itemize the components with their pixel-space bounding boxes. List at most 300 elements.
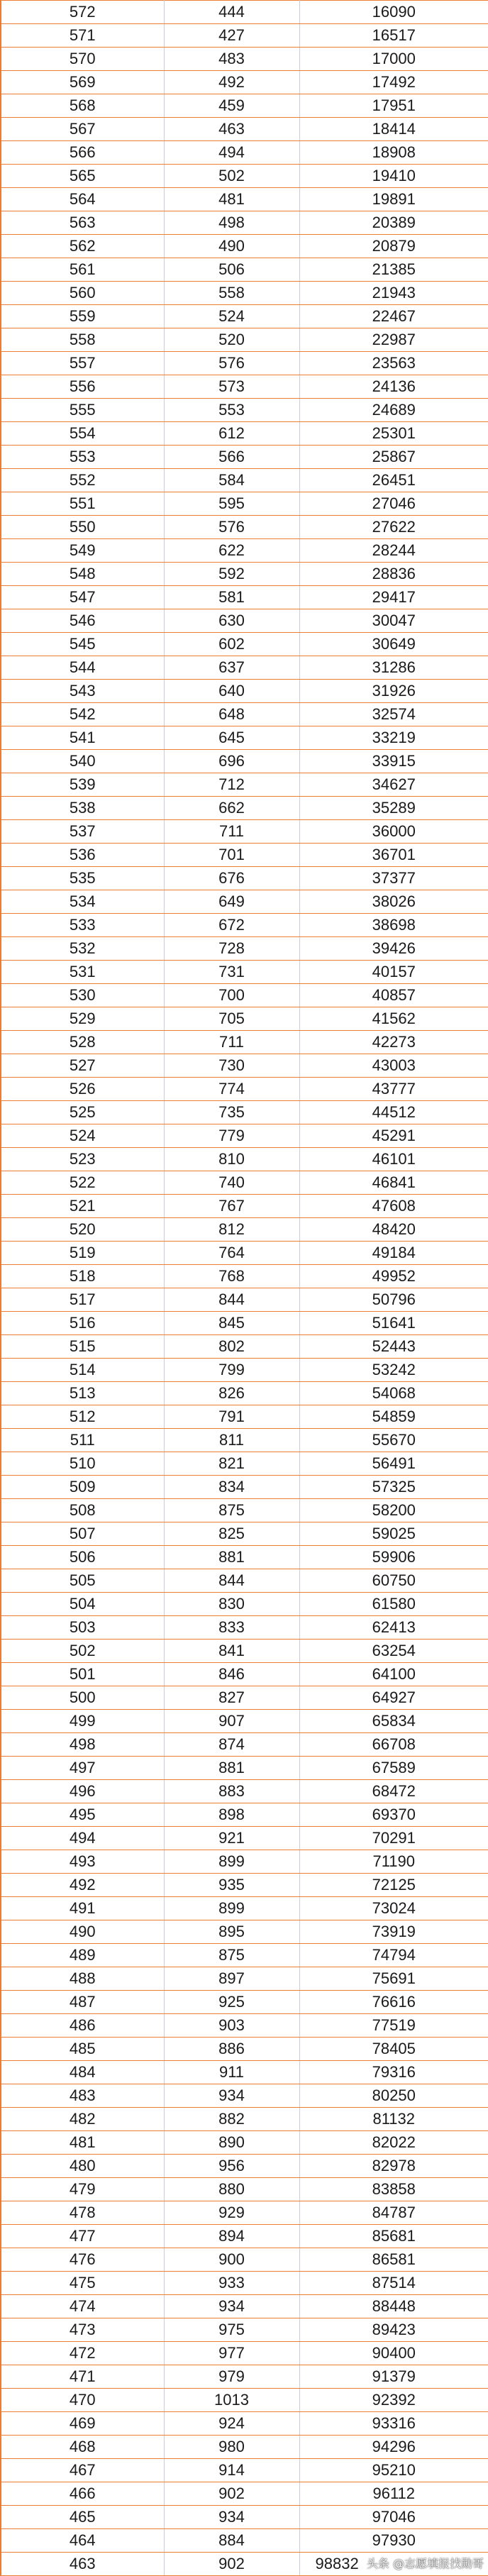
count-cell: 506 bbox=[164, 258, 299, 282]
table-row bbox=[1, 1288, 488, 1312]
count-cell: 711 bbox=[164, 820, 299, 844]
cumulative-cell: 82022 bbox=[299, 2131, 488, 2155]
table-row bbox=[1, 703, 488, 726]
cumulative-cell: 89423 bbox=[299, 2318, 488, 2342]
count-cell: 907 bbox=[164, 1710, 299, 1733]
table-row bbox=[1, 94, 488, 118]
table-row bbox=[1, 1078, 488, 1101]
table-row bbox=[1, 1967, 488, 1991]
cumulative-cell: 46101 bbox=[299, 1148, 488, 1171]
table-row bbox=[1, 1405, 488, 1429]
score-cell: 519 bbox=[1, 1242, 164, 1265]
count-cell: 924 bbox=[164, 2412, 299, 2436]
score-cell: 465 bbox=[1, 2506, 164, 2529]
score-cell: 498 bbox=[1, 1733, 164, 1757]
count-cell: 980 bbox=[164, 2436, 299, 2459]
count-cell: 827 bbox=[164, 1686, 299, 1710]
table-row bbox=[1, 1920, 488, 1944]
count-cell: 897 bbox=[164, 1967, 299, 1991]
count-cell: 834 bbox=[164, 1476, 299, 1499]
count-cell: 825 bbox=[164, 1522, 299, 1546]
count-cell: 701 bbox=[164, 844, 299, 867]
table-row bbox=[1, 2389, 488, 2412]
score-cell: 520 bbox=[1, 1218, 164, 1242]
cumulative-cell: 73919 bbox=[299, 1920, 488, 1944]
table-row bbox=[1, 492, 488, 516]
table-row bbox=[1, 1874, 488, 1897]
cumulative-cell: 50796 bbox=[299, 1288, 488, 1312]
cumulative-cell: 21385 bbox=[299, 258, 488, 282]
table-row bbox=[1, 1429, 488, 1452]
count-cell: 576 bbox=[164, 352, 299, 375]
count-cell: 979 bbox=[164, 2365, 299, 2389]
cumulative-cell: 37377 bbox=[299, 867, 488, 890]
cumulative-cell: 51641 bbox=[299, 1312, 488, 1335]
cumulative-cell: 39426 bbox=[299, 937, 488, 961]
table-row bbox=[1, 1148, 488, 1171]
count-cell: 874 bbox=[164, 1733, 299, 1757]
table-row bbox=[1, 2225, 488, 2248]
cumulative-cell: 45291 bbox=[299, 1124, 488, 1148]
count-cell: 696 bbox=[164, 750, 299, 773]
table-row bbox=[1, 1382, 488, 1405]
table-row bbox=[1, 422, 488, 446]
cumulative-cell: 46841 bbox=[299, 1171, 488, 1195]
cumulative-cell: 24689 bbox=[299, 399, 488, 422]
cumulative-cell: 18414 bbox=[299, 118, 488, 141]
cumulative-cell: 70291 bbox=[299, 1827, 488, 1850]
count-cell: 899 bbox=[164, 1897, 299, 1920]
score-cell: 464 bbox=[1, 2529, 164, 2553]
score-cell: 553 bbox=[1, 446, 164, 469]
count-cell: 494 bbox=[164, 141, 299, 165]
table-row bbox=[1, 914, 488, 937]
score-cell: 523 bbox=[1, 1148, 164, 1171]
count-cell: 884 bbox=[164, 2529, 299, 2553]
table-row bbox=[1, 1991, 488, 2014]
count-cell: 483 bbox=[164, 48, 299, 71]
score-cell: 549 bbox=[1, 539, 164, 563]
table-row bbox=[1, 2342, 488, 2365]
count-cell: 774 bbox=[164, 1078, 299, 1101]
cumulative-cell: 96112 bbox=[299, 2482, 488, 2506]
table-row bbox=[1, 2365, 488, 2389]
score-cell: 562 bbox=[1, 235, 164, 258]
count-cell: 764 bbox=[164, 1242, 299, 1265]
score-cell: 558 bbox=[1, 328, 164, 352]
table-row bbox=[1, 609, 488, 633]
cumulative-cell: 62413 bbox=[299, 1616, 488, 1640]
count-cell: 581 bbox=[164, 586, 299, 609]
score-cell: 556 bbox=[1, 375, 164, 399]
table-row bbox=[1, 1710, 488, 1733]
table-row bbox=[1, 516, 488, 539]
cumulative-cell: 59025 bbox=[299, 1522, 488, 1546]
table-row bbox=[1, 48, 488, 71]
score-cell: 478 bbox=[1, 2201, 164, 2225]
table-row bbox=[1, 2084, 488, 2108]
table-row bbox=[1, 1007, 488, 1031]
count-cell: 810 bbox=[164, 1148, 299, 1171]
table-row bbox=[1, 469, 488, 492]
count-cell: 700 bbox=[164, 984, 299, 1007]
score-cell: 469 bbox=[1, 2412, 164, 2436]
count-cell: 576 bbox=[164, 516, 299, 539]
cumulative-cell: 58200 bbox=[299, 1499, 488, 1522]
count-cell: 558 bbox=[164, 282, 299, 305]
score-cell: 504 bbox=[1, 1593, 164, 1616]
cumulative-cell: 68472 bbox=[299, 1780, 488, 1803]
table-row bbox=[1, 1944, 488, 1967]
count-cell: 956 bbox=[164, 2155, 299, 2178]
table-row bbox=[1, 188, 488, 211]
table-row bbox=[1, 1054, 488, 1078]
score-cell: 531 bbox=[1, 961, 164, 984]
score-cell: 565 bbox=[1, 165, 164, 188]
table-row bbox=[1, 1640, 488, 1663]
count-cell: 728 bbox=[164, 937, 299, 961]
cumulative-cell: 24136 bbox=[299, 375, 488, 399]
score-cell: 568 bbox=[1, 94, 164, 118]
table-row bbox=[1, 984, 488, 1007]
count-cell: 975 bbox=[164, 2318, 299, 2342]
score-cell: 487 bbox=[1, 1991, 164, 2014]
score-cell: 509 bbox=[1, 1476, 164, 1499]
score-cell: 489 bbox=[1, 1944, 164, 1967]
cumulative-cell: 41562 bbox=[299, 1007, 488, 1031]
score-cell: 501 bbox=[1, 1663, 164, 1686]
table-row bbox=[1, 586, 488, 609]
score-cell: 515 bbox=[1, 1335, 164, 1359]
score-cell: 500 bbox=[1, 1686, 164, 1710]
cumulative-cell: 72125 bbox=[299, 1874, 488, 1897]
count-cell: 875 bbox=[164, 1499, 299, 1522]
score-cell: 533 bbox=[1, 914, 164, 937]
table-row bbox=[1, 1569, 488, 1593]
cumulative-cell: 44512 bbox=[299, 1101, 488, 1124]
table-row bbox=[1, 1546, 488, 1569]
score-cell: 561 bbox=[1, 258, 164, 282]
cumulative-cell: 98832 bbox=[299, 2553, 488, 2576]
count-cell: 730 bbox=[164, 1054, 299, 1078]
cumulative-cell: 21943 bbox=[299, 282, 488, 305]
cumulative-cell: 53242 bbox=[299, 1359, 488, 1382]
count-cell: 799 bbox=[164, 1359, 299, 1382]
cumulative-cell: 63254 bbox=[299, 1640, 488, 1663]
score-cell: 485 bbox=[1, 2038, 164, 2061]
cumulative-cell: 81132 bbox=[299, 2108, 488, 2131]
score-cell: 543 bbox=[1, 680, 164, 703]
table-row bbox=[1, 118, 488, 141]
score-cell: 545 bbox=[1, 633, 164, 656]
count-cell: 880 bbox=[164, 2178, 299, 2201]
score-cell: 518 bbox=[1, 1265, 164, 1288]
table-row bbox=[1, 1218, 488, 1242]
score-cell: 486 bbox=[1, 2014, 164, 2038]
cumulative-cell: 94296 bbox=[299, 2436, 488, 2459]
count-cell: 826 bbox=[164, 1382, 299, 1405]
score-cell: 514 bbox=[1, 1359, 164, 1382]
cumulative-cell: 57325 bbox=[299, 1476, 488, 1499]
cumulative-cell: 86581 bbox=[299, 2248, 488, 2272]
table-row bbox=[1, 352, 488, 375]
cumulative-cell: 84787 bbox=[299, 2201, 488, 2225]
table-row bbox=[1, 633, 488, 656]
cumulative-cell: 73024 bbox=[299, 1897, 488, 1920]
score-cell: 507 bbox=[1, 1522, 164, 1546]
score-cell: 547 bbox=[1, 586, 164, 609]
score-cell: 572 bbox=[1, 1, 164, 24]
table-row bbox=[1, 165, 488, 188]
score-cell: 475 bbox=[1, 2272, 164, 2295]
table-row bbox=[1, 2412, 488, 2436]
table-row bbox=[1, 1476, 488, 1499]
cumulative-cell: 67589 bbox=[299, 1757, 488, 1780]
table-row bbox=[1, 211, 488, 235]
score-cell: 536 bbox=[1, 844, 164, 867]
score-cell: 540 bbox=[1, 750, 164, 773]
table-row bbox=[1, 2506, 488, 2529]
count-cell: 977 bbox=[164, 2342, 299, 2365]
cumulative-cell: 71190 bbox=[299, 1850, 488, 1874]
cumulative-cell: 23563 bbox=[299, 352, 488, 375]
cumulative-cell: 27622 bbox=[299, 516, 488, 539]
table-row bbox=[1, 726, 488, 750]
cumulative-cell: 66708 bbox=[299, 1733, 488, 1757]
count-cell: 895 bbox=[164, 1920, 299, 1944]
cumulative-cell: 27046 bbox=[299, 492, 488, 516]
table-row bbox=[1, 1733, 488, 1757]
cumulative-cell: 30047 bbox=[299, 609, 488, 633]
cumulative-cell: 25867 bbox=[299, 446, 488, 469]
score-cell: 474 bbox=[1, 2295, 164, 2318]
table-row bbox=[1, 656, 488, 680]
cumulative-cell: 17951 bbox=[299, 94, 488, 118]
score-cell: 541 bbox=[1, 726, 164, 750]
count-cell: 881 bbox=[164, 1546, 299, 1569]
cumulative-cell: 80250 bbox=[299, 2084, 488, 2108]
count-cell: 812 bbox=[164, 1218, 299, 1242]
cumulative-cell: 48420 bbox=[299, 1218, 488, 1242]
cumulative-cell: 87514 bbox=[299, 2272, 488, 2295]
cumulative-cell: 33915 bbox=[299, 750, 488, 773]
score-cell: 477 bbox=[1, 2225, 164, 2248]
table-row bbox=[1, 1359, 488, 1382]
table-row bbox=[1, 2529, 488, 2553]
table-row bbox=[1, 1031, 488, 1054]
count-cell: 846 bbox=[164, 1663, 299, 1686]
table-row bbox=[1, 1663, 488, 1686]
cumulative-cell: 69370 bbox=[299, 1803, 488, 1827]
count-cell: 481 bbox=[164, 188, 299, 211]
cumulative-cell: 36000 bbox=[299, 820, 488, 844]
count-cell: 844 bbox=[164, 1288, 299, 1312]
table-row bbox=[1, 1265, 488, 1288]
cumulative-cell: 32574 bbox=[299, 703, 488, 726]
count-cell: 890 bbox=[164, 2131, 299, 2155]
cumulative-cell: 97930 bbox=[299, 2529, 488, 2553]
cumulative-cell: 26451 bbox=[299, 469, 488, 492]
score-cell: 548 bbox=[1, 563, 164, 586]
table-row bbox=[1, 375, 488, 399]
table-row bbox=[1, 680, 488, 703]
cumulative-cell: 22467 bbox=[299, 305, 488, 328]
table-row bbox=[1, 2459, 488, 2482]
cumulative-cell: 88448 bbox=[299, 2295, 488, 2318]
cumulative-cell: 43003 bbox=[299, 1054, 488, 1078]
table-row bbox=[1, 773, 488, 797]
table-row bbox=[1, 844, 488, 867]
cumulative-cell: 29417 bbox=[299, 586, 488, 609]
cumulative-cell: 38698 bbox=[299, 914, 488, 937]
score-cell: 529 bbox=[1, 1007, 164, 1031]
table-row bbox=[1, 2038, 488, 2061]
table-row bbox=[1, 2108, 488, 2131]
count-cell: 833 bbox=[164, 1616, 299, 1640]
score-cell: 570 bbox=[1, 48, 164, 71]
count-cell: 502 bbox=[164, 165, 299, 188]
table-row bbox=[1, 71, 488, 94]
count-cell: 883 bbox=[164, 1780, 299, 1803]
count-cell: 779 bbox=[164, 1124, 299, 1148]
score-cell: 495 bbox=[1, 1803, 164, 1827]
table-row bbox=[1, 539, 488, 563]
count-cell: 929 bbox=[164, 2201, 299, 2225]
cumulative-cell: 38026 bbox=[299, 890, 488, 914]
score-cell: 546 bbox=[1, 609, 164, 633]
score-cell: 551 bbox=[1, 492, 164, 516]
table-row bbox=[1, 282, 488, 305]
score-cell: 532 bbox=[1, 937, 164, 961]
table-row bbox=[1, 1827, 488, 1850]
count-cell: 520 bbox=[164, 328, 299, 352]
cumulative-cell: 31286 bbox=[299, 656, 488, 680]
table-row bbox=[1, 1101, 488, 1124]
count-cell: 1013 bbox=[164, 2389, 299, 2412]
count-cell: 573 bbox=[164, 375, 299, 399]
table-row bbox=[1, 1195, 488, 1218]
count-cell: 524 bbox=[164, 305, 299, 328]
cumulative-cell: 64927 bbox=[299, 1686, 488, 1710]
watermark: 头条 @志愿填报找勋哥 bbox=[366, 2557, 484, 2570]
count-cell: 645 bbox=[164, 726, 299, 750]
score-cell: 481 bbox=[1, 2131, 164, 2155]
cumulative-cell: 40857 bbox=[299, 984, 488, 1007]
count-cell: 903 bbox=[164, 2014, 299, 2038]
table-row bbox=[1, 1499, 488, 1522]
table-row bbox=[1, 2061, 488, 2084]
count-cell: 925 bbox=[164, 1991, 299, 2014]
score-cell: 530 bbox=[1, 984, 164, 1007]
table-row bbox=[1, 2201, 488, 2225]
score-cell: 503 bbox=[1, 1616, 164, 1640]
score-cell: 499 bbox=[1, 1710, 164, 1733]
count-cell: 637 bbox=[164, 656, 299, 680]
cumulative-cell: 54068 bbox=[299, 1382, 488, 1405]
count-cell: 566 bbox=[164, 446, 299, 469]
table-row bbox=[1, 2014, 488, 2038]
count-cell: 711 bbox=[164, 1031, 299, 1054]
count-cell: 911 bbox=[164, 2061, 299, 2084]
cumulative-cell: 65834 bbox=[299, 1710, 488, 1733]
count-cell: 844 bbox=[164, 1569, 299, 1593]
score-cell: 480 bbox=[1, 2155, 164, 2178]
cumulative-cell: 16090 bbox=[299, 1, 488, 24]
table-row bbox=[1, 2155, 488, 2178]
score-cell: 502 bbox=[1, 1640, 164, 1663]
table-row bbox=[1, 399, 488, 422]
score-cell: 467 bbox=[1, 2459, 164, 2482]
count-cell: 648 bbox=[164, 703, 299, 726]
count-cell: 640 bbox=[164, 680, 299, 703]
score-cell: 550 bbox=[1, 516, 164, 539]
score-cell: 516 bbox=[1, 1312, 164, 1335]
cumulative-cell: 92392 bbox=[299, 2389, 488, 2412]
score-cell: 517 bbox=[1, 1288, 164, 1312]
count-cell: 902 bbox=[164, 2482, 299, 2506]
count-cell: 630 bbox=[164, 609, 299, 633]
cumulative-cell: 17000 bbox=[299, 48, 488, 71]
count-cell: 875 bbox=[164, 1944, 299, 1967]
cumulative-cell: 85681 bbox=[299, 2225, 488, 2248]
score-cell: 571 bbox=[1, 24, 164, 48]
count-cell: 592 bbox=[164, 563, 299, 586]
table-row bbox=[1, 820, 488, 844]
score-cell: 506 bbox=[1, 1546, 164, 1569]
cumulative-cell: 49184 bbox=[299, 1242, 488, 1265]
cumulative-cell: 28836 bbox=[299, 563, 488, 586]
count-cell: 935 bbox=[164, 1874, 299, 1897]
cumulative-cell: 42273 bbox=[299, 1031, 488, 1054]
score-cell: 521 bbox=[1, 1195, 164, 1218]
table-row bbox=[1, 563, 488, 586]
count-cell: 492 bbox=[164, 71, 299, 94]
cumulative-cell: 17492 bbox=[299, 71, 488, 94]
cumulative-cell: 75691 bbox=[299, 1967, 488, 1991]
table-row bbox=[1, 937, 488, 961]
table-row bbox=[1, 1803, 488, 1827]
score-cell: 497 bbox=[1, 1757, 164, 1780]
table-row bbox=[1, 1686, 488, 1710]
count-cell: 811 bbox=[164, 1429, 299, 1452]
score-cell: 537 bbox=[1, 820, 164, 844]
count-cell: 498 bbox=[164, 211, 299, 235]
score-cell: 505 bbox=[1, 1569, 164, 1593]
count-cell: 902 bbox=[164, 2553, 299, 2576]
score-cell: 492 bbox=[1, 1874, 164, 1897]
cumulative-cell: 34627 bbox=[299, 773, 488, 797]
score-cell: 528 bbox=[1, 1031, 164, 1054]
cumulative-cell: 91379 bbox=[299, 2365, 488, 2389]
table-row bbox=[1, 2295, 488, 2318]
table-row bbox=[1, 2131, 488, 2155]
score-cell: 554 bbox=[1, 422, 164, 446]
cumulative-cell: 18908 bbox=[299, 141, 488, 165]
count-cell: 767 bbox=[164, 1195, 299, 1218]
count-cell: 662 bbox=[164, 797, 299, 820]
score-cell: 493 bbox=[1, 1850, 164, 1874]
table-row bbox=[1, 24, 488, 48]
score-cell: 527 bbox=[1, 1054, 164, 1078]
table-row bbox=[1, 1780, 488, 1803]
count-cell: 705 bbox=[164, 1007, 299, 1031]
score-cell: 510 bbox=[1, 1452, 164, 1476]
table-row bbox=[1, 2436, 488, 2459]
score-cell: 544 bbox=[1, 656, 164, 680]
score-cell: 539 bbox=[1, 773, 164, 797]
count-cell: 841 bbox=[164, 1640, 299, 1663]
cumulative-cell: 79316 bbox=[299, 2061, 488, 2084]
